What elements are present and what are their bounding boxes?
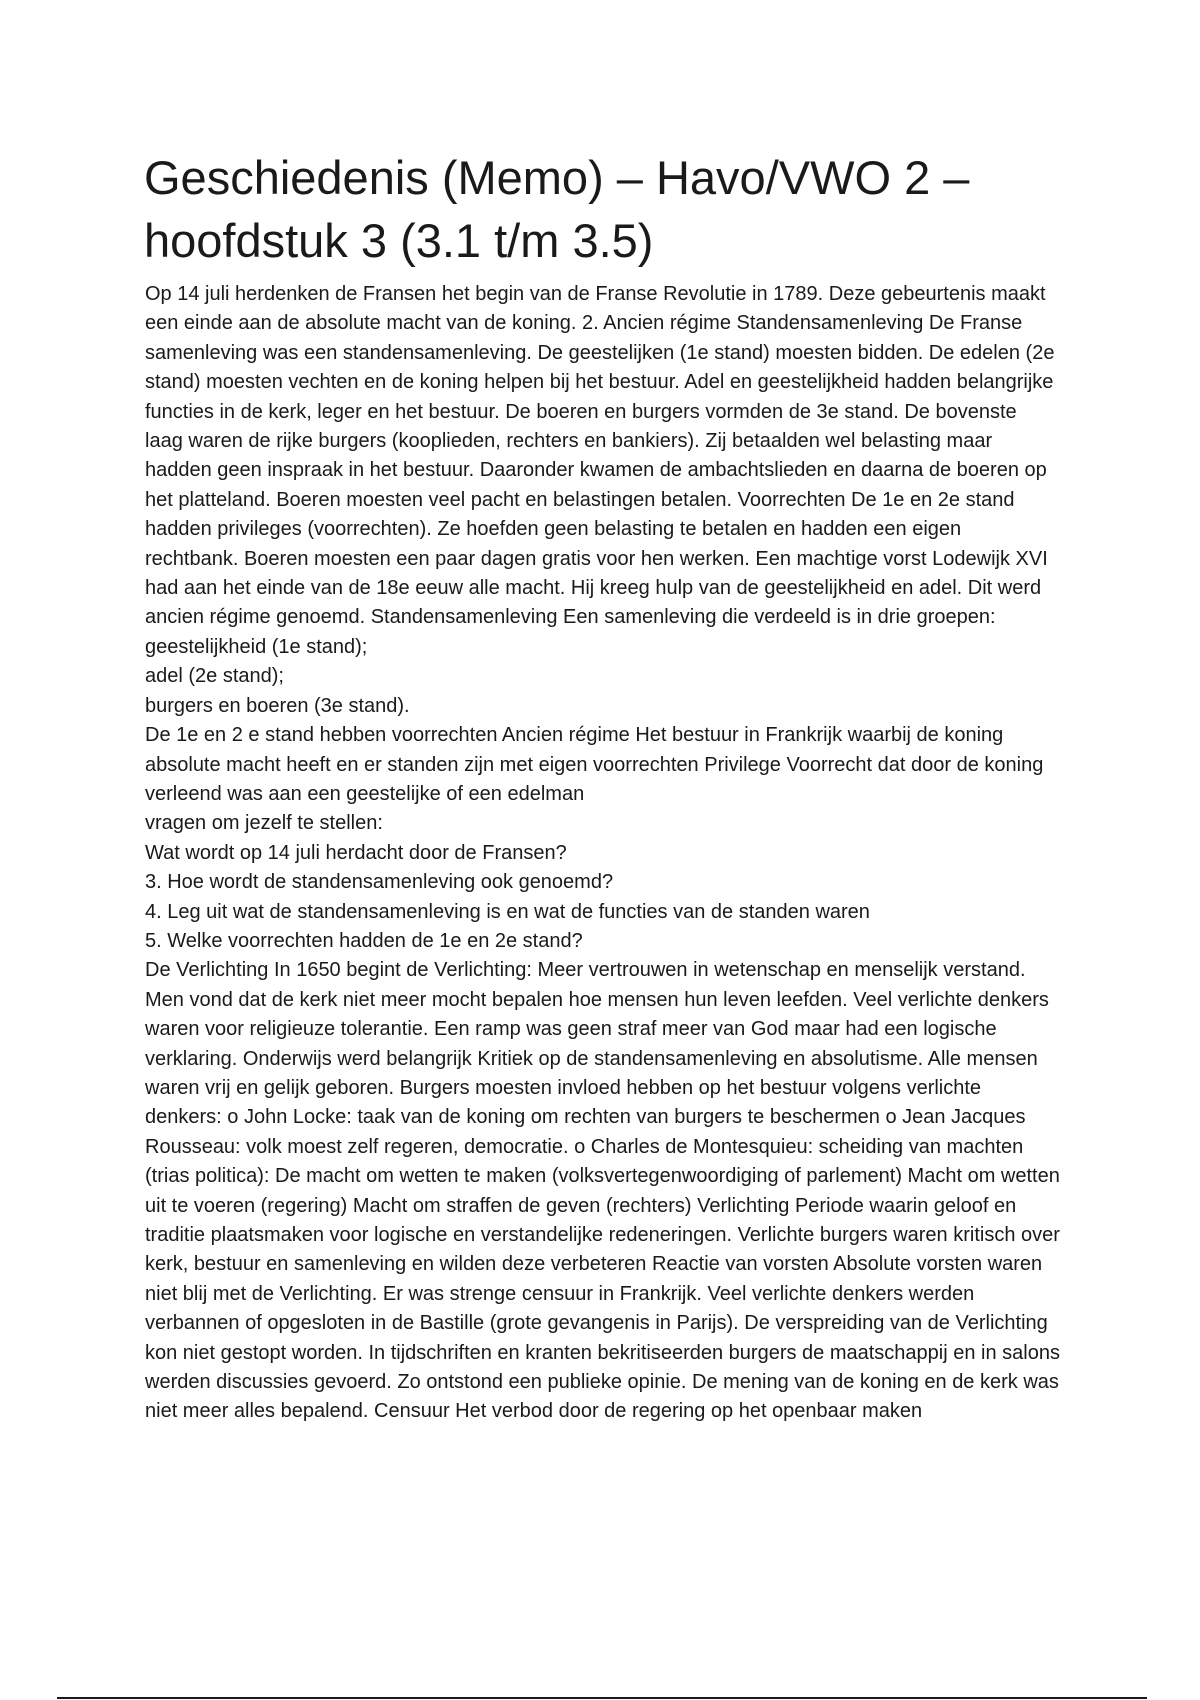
document-page xyxy=(145,146,1060,1427)
document-body xyxy=(145,280,1060,1427)
question-item: 5. Welke voorrechten hadden de 1e en 2e stand? xyxy=(145,929,583,952)
question-item: Wat wordt op 14 juli herdacht door de Fransen? xyxy=(145,841,567,864)
questions-heading: vragen om jezelf te stellen: xyxy=(145,812,383,835)
page-divider xyxy=(57,1697,1147,1699)
paragraph-definitions: De 1e en 2 e stand hebben voorrechten Ancien régime Het bestuur in Frankrijk waarbij de koning absolute macht heeft en er standen zijn met eigen voorrechten Privilege Voorrecht dat door de koning verleend was aan een geestelijke of een edelman xyxy=(145,724,1044,805)
list-item: burgers en boeren (3e stand). xyxy=(145,694,410,717)
paragraph-verlichting: De Verlichting In 1650 begint de Verlichting: Meer vertrouwen in wetenschap en menselijk verstand. Men vond dat de kerk niet meer mocht bepalen hoe mensen hun leven leefden. Veel verlichte denkers waren voor religieuze tolerantie. Een ramp was geen straf meer van God maar had een logische verklaring. Onderwijs werd belangrijk Kritiek op de standensamenleving en absolutisme. Alle mensen waren vrij en gelijk geboren. Burgers moesten invloed hebben op het bestuur volgens verlichte denkers: o John Locke: taak van de koning om rechten van burgers te beschermen o Jean Jacques Rousseau: volk moest zelf regeren, democratie. o Charles de Montesquieu: scheiding van machten (trias politica): De macht om wetten te maken (volksvertegenwoordiging of parlement) Macht om wetten uit te voeren (regering) Macht om straffen de geven (rechters) Verlichting Periode waarin geloof en traditie plaatsmaken voor logische en verstandelijke redeneringen. Verlichte burgers waren kritisch over kerk, bestuur en samenleving en wilden deze verbeteren Reactie van vorsten Absolute vorsten waren niet blij met de Verlichting. Er was strenge censuur in Frankrijk. Veel verlichte denkers werden verbannen of opgesloten in de Bastille (grote gevangenis in Parijs). De verspreiding van de Verlichting kon niet gestopt worden. In tijdschriften en kranten bekritiseerden burgers de maatschappij en in salons werden discussies gevoerd. Zo ontstond een publieke opinie. De mening van de koning en de kerk was niet meer alles bepalend. Censuur Het verbod door de regering op het openbaar maken xyxy=(145,959,1060,1423)
question-item: 3. Hoe wordt de standensamenleving ook genoemd? xyxy=(145,871,614,894)
question-item: 4. Leg uit wat de standensamenleving is en wat de functies van de standen waren xyxy=(145,900,870,923)
list-item: adel (2e stand); xyxy=(145,665,284,688)
paragraph-intro: Op 14 juli herdenken de Fransen het begin van de Franse Revolutie in 1789. Deze gebeurtenis maakt een einde aan de absolute macht van de koning. 2. Ancien régime Standensamenleving De Franse samenleving was een standensamenleving. De geestelijken (1e stand) moesten bidden. De edelen (2e stand) moesten vechten en de koning helpen bij het bestuur. Adel en geestelijkheid hadden belangrijke functies in de kerk, leger en het bestuur. De boeren en burgers vormden de 3e stand. De bovenste laag waren de rijke burgers (kooplieden, rechters en bankiers). Zij betaalden wel belasting maar hadden geen inspraak in het bestuur. Daaronder kwamen de ambachtslieden en daarna de boeren op het platteland. Boeren moesten veel pacht en belastingen betalen. Voorrechten De 1e en 2e stand hadden privileges (voorrechten). Ze hoefden geen belasting te betalen en hadden een eigen rechtbank. Boeren moesten een paar dagen gratis voor hen werken. Een machtige vorst Lodewijk XVI had aan het einde van de 18e eeuw alle macht. Hij kreeg hulp van de geestelijkheid en adel. Dit werd ancien régime genoemd. Standensamenleving Een samenleving die verdeeld is in drie groepen: xyxy=(145,283,1055,629)
page-title: Geschiedenis (Memo) – Havo/VWO 2 – hoofdstuk 3 (3.1 t/m 3.5) xyxy=(144,151,970,267)
list-item: geestelijkheid (1e stand); xyxy=(145,635,368,658)
